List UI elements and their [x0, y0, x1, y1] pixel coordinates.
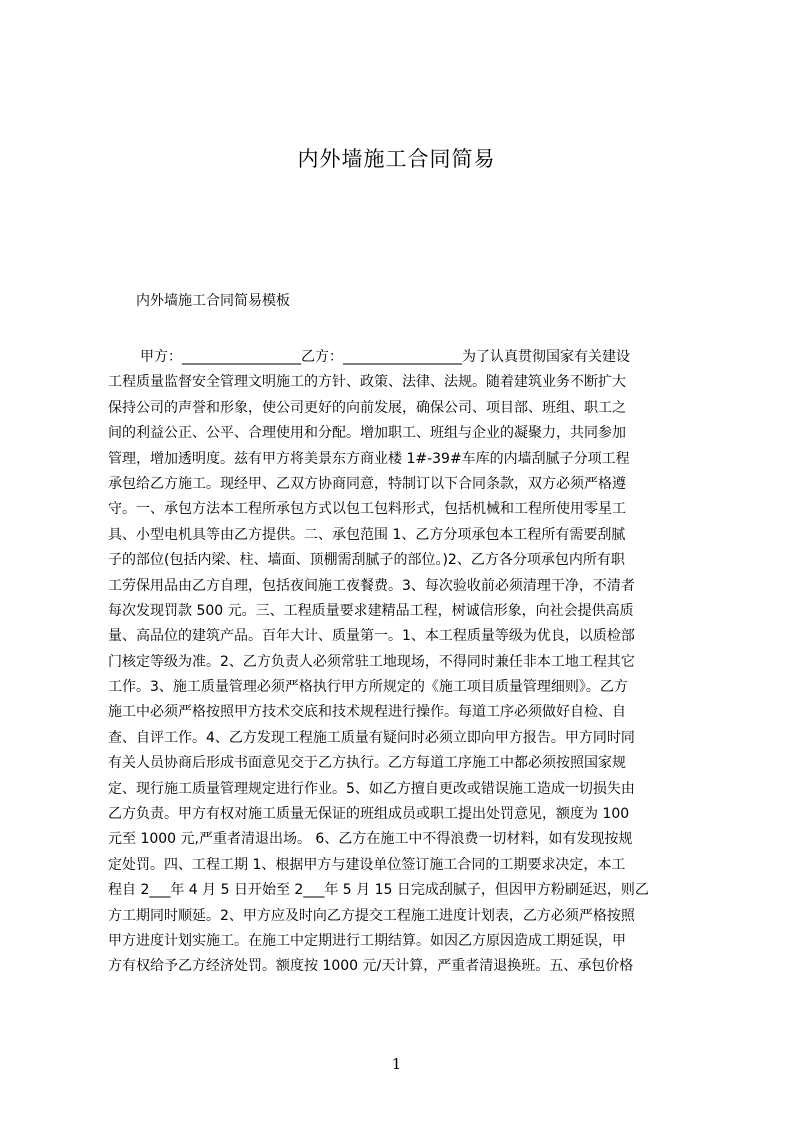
body-line: 间的利益公正、公平、合理使用和分配。增加职工、班组与企业的凝聚力，共同参加	[108, 425, 626, 442]
body-line: 定处罚。四、工程工期 1、根据甲方与建设单位签订施工合同的工期要求决定，本工	[108, 856, 626, 873]
body-line: 定、现行施工质量管理规定进行作业。5、如乙方擅自更改或错误施工造成一切损失由	[108, 780, 635, 797]
body-line: 有关人员协商后形成书面意见交于乙方执行。乙方每道工序施工中都必须按照国家规	[108, 755, 626, 772]
body-line: 方工期同时顺延。2、甲方应及时向乙方提交工程施工进度计划表，乙方必须严格按照	[108, 907, 635, 924]
body-line: 每次发现罚款 500 元。三、工程质量要求建精品工程，树诚信形象，向社会提供高质	[108, 602, 634, 619]
body-line: 甲方：_________________乙方：_________________为了认真贯彻国家有关建设	[140, 349, 630, 365]
body-line: 元至 1000 元,严重者清退出场。 6、乙方在施工中不得浪费一切材料，如有发现按规	[108, 831, 633, 848]
body-line: 守。一、承包方法本工程所承包方式以包工包料形式，包括机械和工程所使用零星工	[108, 501, 626, 518]
body-line: 工劳保用品由乙方自理，包括夜间施工夜餐费。3、每次验收前必须清理干净，不清者	[108, 577, 635, 594]
body-line: 程自 2___年 4 月 5 日开始至 2___年 5 月 15 日完成刮腻子，但因甲方粉刷延迟，则乙	[108, 882, 649, 899]
body-line: 施工中必须严格按照甲方技术交底和技术规程进行操作。每道工序必须做好自检、自	[108, 704, 626, 721]
body-line: 方有权给予乙方经济处罚。额度按 1000 元/天计算，严重者清退换班。五、承包价格	[108, 958, 634, 975]
document-subtitle: 内外墙施工合同简易模板	[136, 293, 290, 309]
body-line: 保持公司的声誉和形象，使公司更好的向前发展，确保公司、项目部、班组、职工之	[108, 399, 626, 416]
body-line: 承包给乙方施工。现经甲、乙双方协商同意，特制订以下合同条款，双方必须严格遵	[108, 475, 626, 492]
body-line: 乙方负责。甲方有权对施工质量无保证的班组成员或职工提出处罚意见，额度为 100	[108, 806, 630, 823]
body-line: 工程质量监督安全管理文明施工的方针、政策、法律、法规。随着建筑业务不断扩大	[108, 374, 626, 391]
body-line: 查、自评工作。4、乙方发现工程施工质量有疑问时必须立即向甲方报告。甲方同时同	[108, 729, 635, 746]
body-line: 甲方进度计划实施工。在施工中定期进行工期结算。如因乙方原因造成工期延误，甲	[108, 932, 626, 949]
body-line: 门核定等级为准。2、乙方负责人必须常驻工地现场，不得同时兼任非本工地工程其它	[108, 653, 635, 670]
body-line: 子的部位(包括内梁、柱、墙面、顶棚需刮腻子的部位。)2、乙方各分项承包内所有职	[108, 552, 625, 569]
document-title: 内外墙施工合同简易	[297, 147, 496, 171]
body-line: 量、高品位的建筑产品。百年大计、质量第一。1、本工程质量等级为优良，以质检部	[108, 628, 635, 645]
contract-body	[108, 345, 698, 980]
body-line: 工作。3、施工质量管理必须严格执行甲方所规定的《施工项目质量管理细则》。乙方	[108, 679, 628, 696]
body-line: 具、小型电机具等由乙方提供。二、承包范围 1、乙方分项承包本工程所有需要刮腻	[108, 526, 626, 543]
page-number: 1	[391, 1055, 402, 1073]
body-line: 管理，增加透明度。兹有甲方将美景东方商业楼 1#-39#车库的内墙刮腻子分项工程	[108, 450, 630, 467]
